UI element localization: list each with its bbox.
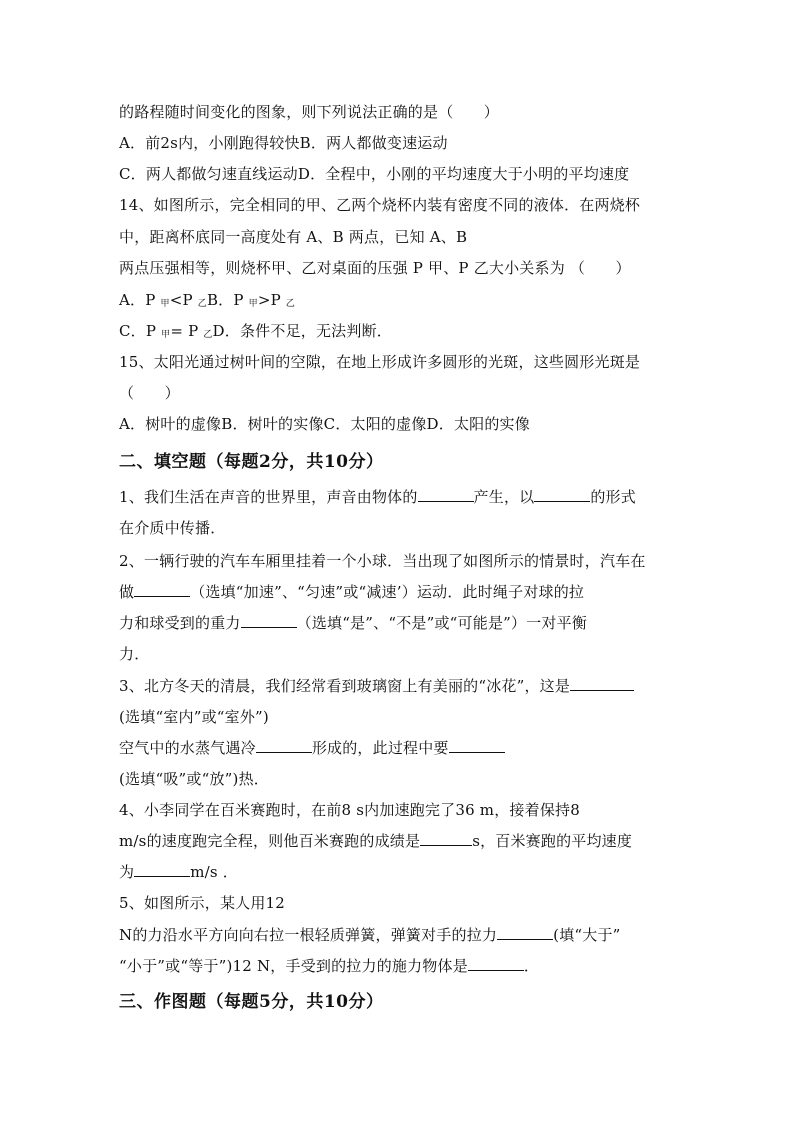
answer-blank[interactable] — [468, 956, 524, 971]
q14-stem-line2: 中，距离杯底同一高度处有 A、B 两点，已知 A、B — [119, 228, 468, 246]
fill-q4-line1: 4、小李同学在百米赛跑时，在前8 s内加速跑完了36 m，接着保持8 — [119, 801, 580, 819]
answer-blank[interactable] — [570, 676, 634, 691]
answer-blank[interactable] — [256, 738, 312, 753]
q15-options: A．树叶的虚像B．树叶的实像C．太阳的虚像D．太阳的实像 — [119, 415, 530, 433]
fill-q3-line1: 3、北方冬天的清晨，我们经常看到玻璃窗上有美丽的“冰花”，这是 — [119, 676, 634, 696]
fill-q4-line2: m/s的速度跑完全程，则他百米赛跑的成绩是 s，百米赛跑的平均速度 — [119, 832, 633, 850]
answer-blank[interactable] — [534, 487, 590, 502]
q14-stem-line3: 两点压强相等，则烧杯甲、乙对桌面的压强 P 甲、P 乙大小关系为 （ ） — [119, 259, 631, 277]
q15-stem: 15、太阳光通过树叶间的空隙，在地上形成许多圆形的光斑，这些圆形光斑是 — [119, 353, 641, 371]
fill-q1-line1: 1、我们生活在声音的世界里，声音由物体的 产生，以 的形式 — [119, 488, 636, 506]
fill-q2-line3: 力和球受到的重力 （选填“是”、“不是”或“可能是”）一对平衡 — [119, 614, 588, 632]
fill-q2-line1: 2、一辆行驶的汽车车厢里挂着一个小球．当出现了如图所示的情景时，汽车在 — [119, 552, 646, 570]
fill-q3-line4: (选填“吸”或“放”)热． — [119, 770, 269, 788]
q14-stem-line1: 14、如图所示，完全相同的甲、乙两个烧杯内装有密度不同的液体．在两烧杯 — [119, 196, 641, 214]
fill-q4-line3: 为 m/s ． — [119, 863, 238, 881]
answer-blank[interactable] — [241, 613, 297, 628]
answer-blank[interactable] — [418, 487, 474, 502]
answer-blank[interactable] — [449, 738, 505, 753]
fill-q5-line1: 5、如图所示，某人用12 — [119, 894, 286, 912]
fill-q2-line4: 力． — [119, 645, 150, 663]
q14-options-cd: C．P 甲= P 乙D．条件不足，无法判断． — [119, 322, 392, 340]
answer-blank[interactable] — [497, 925, 553, 940]
section-2-heading: 二、填空题（每题2分，共10分） — [119, 452, 384, 472]
fill-q2-line2: 做 （选填“加速”、“匀速”或“减速’）运动．此时绳子对球的拉 — [119, 583, 585, 601]
section-3-heading: 三、作图题（每题5分，共10分） — [119, 992, 384, 1012]
fill-q3-line3: 空气中的水蒸气遇冷 形成的，此过程中要 — [119, 738, 505, 758]
q13-options-cd: C．两人都做匀速直线运动D．全程中，小刚的平均速度大于小明的平均速度 — [119, 165, 630, 183]
answer-blank[interactable] — [134, 862, 190, 877]
answer-blank[interactable] — [134, 582, 190, 597]
fill-q5-line3: “小于”或“等于”)12 N，手受到的拉力的施力物体是 ． — [119, 957, 540, 975]
q13-options-ab: A．前2s内，小刚跑得较快B．两人都做变速运动 — [119, 134, 448, 152]
fill-q5-line2: N的力沿水平方向向右拉一根轻质弹簧，弹簧对手的拉力 (填“大于” — [119, 926, 621, 944]
fill-q1-line2: 在介质中传播． — [119, 519, 226, 537]
q14-options-ab: A．P 甲<P 乙B．P 甲>P 乙 — [119, 291, 296, 309]
answer-blank[interactable] — [420, 831, 472, 846]
fill-q3-line2: (选填“室内”或“室外”) — [119, 708, 269, 726]
q15-answer-parens: （ ） — [119, 384, 180, 402]
q13-stem-tail: 的路程随时间变化的图象，则下列说法正确的是（ ） — [119, 103, 500, 121]
